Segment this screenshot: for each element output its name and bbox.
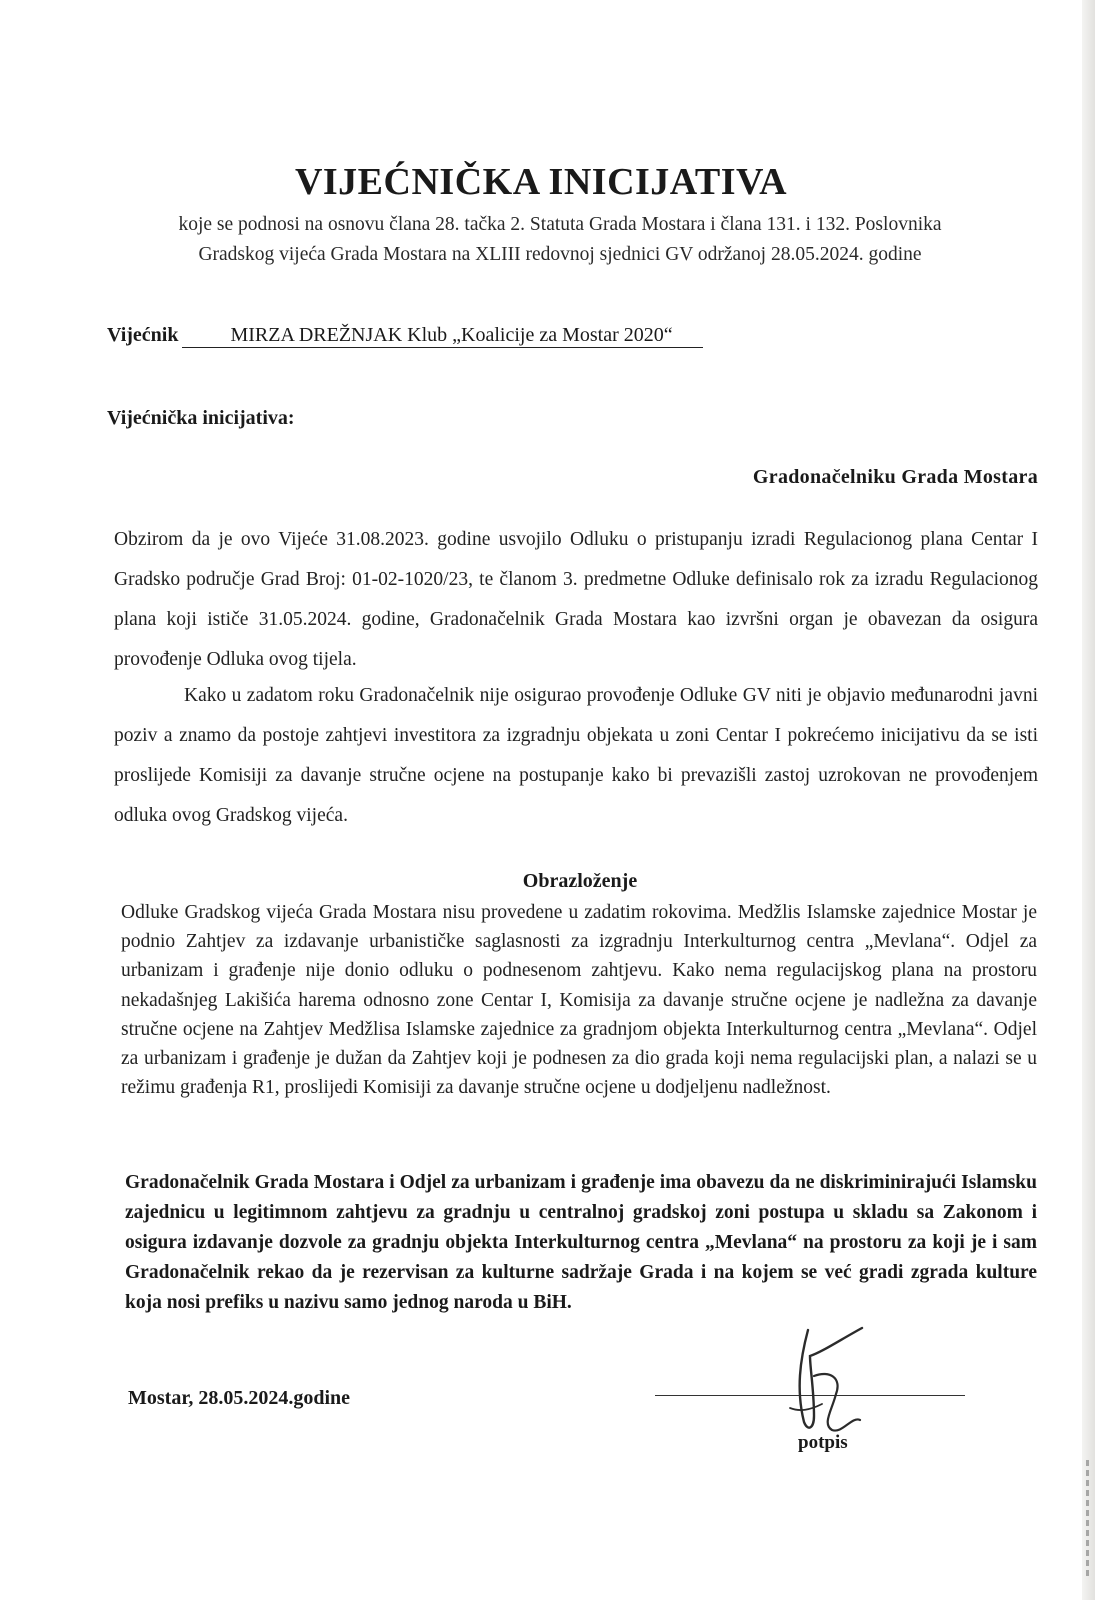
page-edge bbox=[1082, 0, 1095, 1600]
explanation-conclusion: Gradonačelnik Grada Mostara i Odjel za urbanizam i građenje ima obavezu da ne diskriminirajući Islamsku zajednicu u legitimnom zahtjevu za gradnju u centralnoj gradskoj zoni postupa u skladu sa Zakonom i osigura izdavanje dozvole za gradnju objekta Interkulturnog centra „Mevlana“ na prostoru za koji je i sam Gradonačelnik rekao da je rezervisan za kulturne sadržaje Grada i na kojem se već gradi zgrada kulture koja nosi prefiks u nazivu samo jednog naroda u BiH. bbox=[125, 1172, 1037, 1313]
place-and-date: Mostar, 28.05.2024.godine bbox=[128, 1387, 351, 1409]
subtitle-line-2: Gradskog vijeća Grada Mostara na XLIII redovnoj sjednici GV održanoj 28.05.2024. godine bbox=[198, 244, 922, 265]
councillor-row bbox=[107, 323, 703, 348]
page-edge-marks bbox=[1086, 1460, 1089, 1580]
initiative-paragraph-1: Obzirom da je ovo Vijeće 31.08.2023. godine usvojilo Odluku o pristupanju izradi Regulacionog plana Centar I Gradsko područje Grad Broj: 01-02-1020/23, te članom 3. predmetne Odluke definisalo rok za izradu Regulacionog plana koji ističe 31.05.2024. godine, Gradonačelnik Grada Mostara kao izvršni organ je obavezan da osigura provođenje Odluka ovog tijela. bbox=[114, 529, 1038, 670]
signature-label: potpis bbox=[798, 1432, 848, 1453]
initiative-paragraph-2: Kako u zadatom roku Gradonačelnik nije osigurao provođenje Odluke GV niti je objavio međunarodni javni poziv a znamo da postoje zahtjevi investitora za izgradnju objekata u zoni Centar I pokrećemo inicijativu da se isti proslijede Komisiji za davanje stručne ocjene na postupanje kako bi prevazišli zastoj uzrokovan ne provođenjem odluka ovog Gradskog vijeća. bbox=[114, 685, 1038, 826]
initiative-label: Vijećnička inicijativa: bbox=[107, 407, 295, 429]
subtitle-line-1: koje se podnosi na osnovu člana 28. tačka 2. Statuta Grada Mostara i člana 131. i 132. Poslovnika bbox=[178, 214, 942, 235]
councillor-label: Vijećnik bbox=[107, 324, 179, 346]
explanation-heading: Obrazloženje bbox=[522, 870, 638, 892]
handwritten-signature bbox=[770, 1320, 920, 1440]
document-title: VIJEĆNIČKA INICIJATIVA bbox=[294, 161, 788, 203]
addressee: Gradonačelniku Grada Mostara bbox=[752, 466, 1038, 488]
explanation-text: Odluke Gradskog vijeća Grada Mostara nisu provedene u zadatim rokovima. Medžlis Islamske zajednice Mostar je podnio Zahtjev za izdavanje urbanističke saglasnosti za izgradnju Interkulturnog centra „Mevlana“. Odjel za urbanizam i građenje nije donio odluku o podnesenom zahtjevu. Kako nema regulacijskog plana na prostoru nekadašnjeg Lakišića harema odnosno zone Centar I, Komisija za davanje stručne ocjene je nadležna za davanje stručne ocjene na Zahtjev Medžlisa Islamske zajednice za gradnjom objekta Interkulturnog centra „Mevlana“. Odjel za urbanizam i građenje je dužan da Zahtjev koji je podnesen za dio grada koji nema regulacijski plan, a nalazi se u režimu građenja R1, proslijedi Komisiji za davanje stručne ocjene u dodjeljenu nadležnost. bbox=[121, 902, 1037, 1099]
councillor-name: MIRZA DREŽNJAK Klub „Koalicije za Mostar 2020“ bbox=[182, 323, 702, 348]
